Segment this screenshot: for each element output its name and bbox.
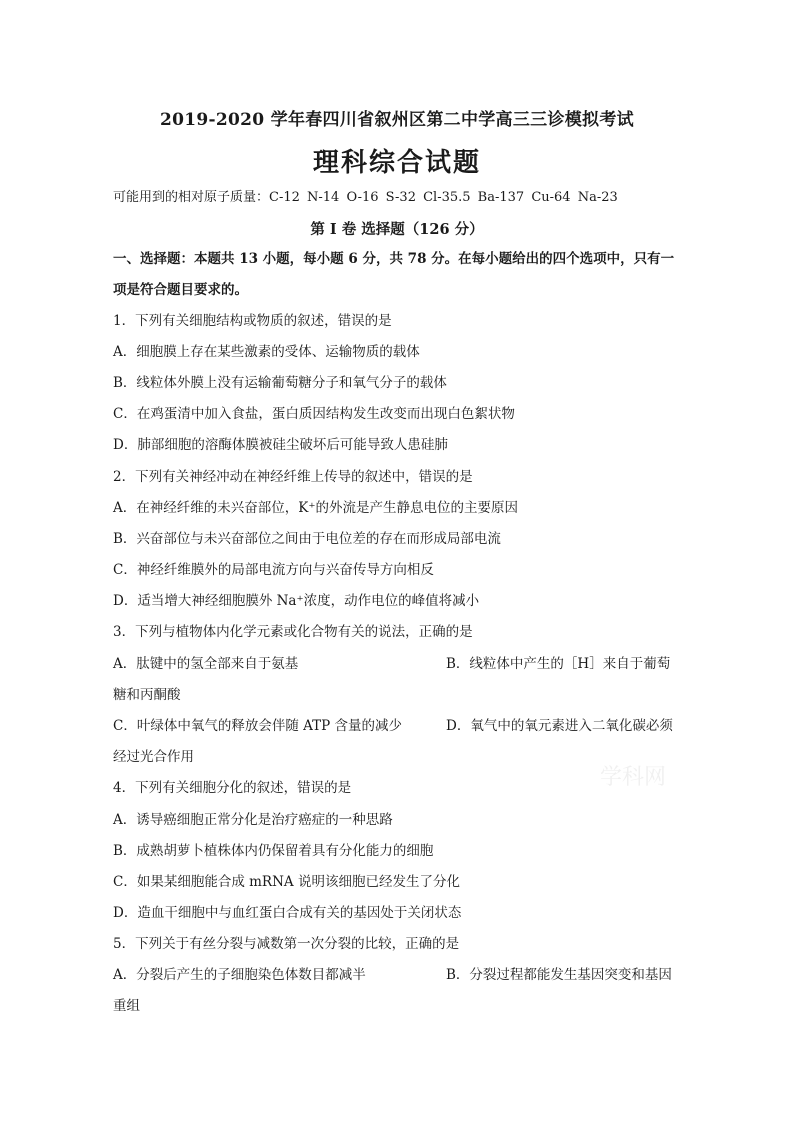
- question-3-option-a: A．肽键中的氢全部来自于氨基: [113, 656, 299, 672]
- watermark: 学科网: [600, 765, 667, 790]
- exam-title: 2019-2020 学年春四川省叙州区第二中学高三三诊模拟考试: [160, 110, 634, 130]
- question-3-option-d: D．氧气中的氧元素进入二氧化碳必须: [446, 718, 673, 734]
- question-4-option-d: D．造血干细胞中与血红蛋白合成有关的基因处于关闭状态: [113, 905, 462, 921]
- question-2-option-a: A．在神经纤维的未兴奋部位，K⁺的外流是产生静息电位的主要原因: [113, 500, 518, 516]
- question-3-option-b: B．线粒体中产生的［H］来自于葡萄: [446, 656, 671, 672]
- question-1-option-d: D．肺部细胞的溶酶体膜被硅尘破坏后可能导致人患硅肺: [113, 437, 448, 453]
- question-3-option-c: C．叶绿体中氧气的释放会伴随 ATP 含量的减少: [113, 718, 403, 734]
- question-4-option-c: C．如果某细胞能合成 mRNA 说明该细胞已经发生了分化: [113, 874, 460, 890]
- question-1-stem: 1．下列有关细胞结构或物质的叙述，错误的是: [113, 313, 392, 329]
- atomic-masses: 可能用到的相对原子质量：C-12 N-14 O-16 S-32 Cl-35.5 Ba-137 Cu-64 Na-23: [113, 190, 618, 205]
- subject-title: 理科综合试题: [312, 148, 481, 178]
- question-5-option-b-cont: 重组: [113, 998, 140, 1014]
- question-4-option-a: A．诱导癌细胞正常分化是治疗癌症的一种思路: [113, 812, 393, 828]
- question-5-option-b: B．分裂过程都能发生基因突变和基因: [446, 967, 672, 983]
- question-2-option-d: D．适当增大神经细胞膜外 Na⁺浓度，动作电位的峰值将减小: [113, 593, 480, 609]
- question-2-option-b: B．兴奋部位与未兴奋部位之间由于电位差的存在而形成局部电流: [113, 531, 501, 547]
- question-1-option-c: C．在鸡蛋清中加入食盐，蛋白质因结构发生改变而出现白色絮状物: [113, 406, 515, 422]
- question-2-stem: 2．下列有关神经冲动在神经纤维上传导的叙述中，错误的是: [113, 469, 473, 485]
- question-1-option-a: A．细胞膜上存在某些激素的受体、运输物质的载体: [113, 344, 420, 360]
- question-2-option-c: C．神经纤维膜外的局部电流方向与兴奋传导方向相反: [113, 562, 434, 578]
- question-5-stem: 5．下列关于有丝分裂与减数第一次分裂的比较，正确的是: [113, 936, 460, 952]
- question-5-option-a: A．分裂后产生的子细胞染色体数目都减半: [113, 967, 366, 983]
- question-3-option-b-cont: 糖和丙酮酸: [113, 687, 181, 703]
- question-1-option-b: B．线粒体外膜上没有运输葡萄糖分子和氧气分子的载体: [113, 375, 447, 391]
- question-3-stem: 3．下列与植物体内化学元素或化合物有关的说法，正确的是: [113, 624, 473, 640]
- instructions-line-2: 项是符合题目要求的。: [113, 282, 248, 298]
- question-4-option-b: B．成熟胡萝卜植株体内仍保留着具有分化能力的细胞: [113, 843, 434, 859]
- instructions-line-1: 一、选择题：本题共 13 小题，每小题 6 分，共 78 分。在每小题给出的四个选项中，只有一: [113, 251, 675, 267]
- question-3-option-d-cont: 经过光合作用: [113, 749, 194, 765]
- question-4-stem: 4．下列有关细胞分化的叙述，错误的是: [113, 780, 352, 796]
- section-title: 第 I 卷 选择题（126 分）: [310, 221, 484, 238]
